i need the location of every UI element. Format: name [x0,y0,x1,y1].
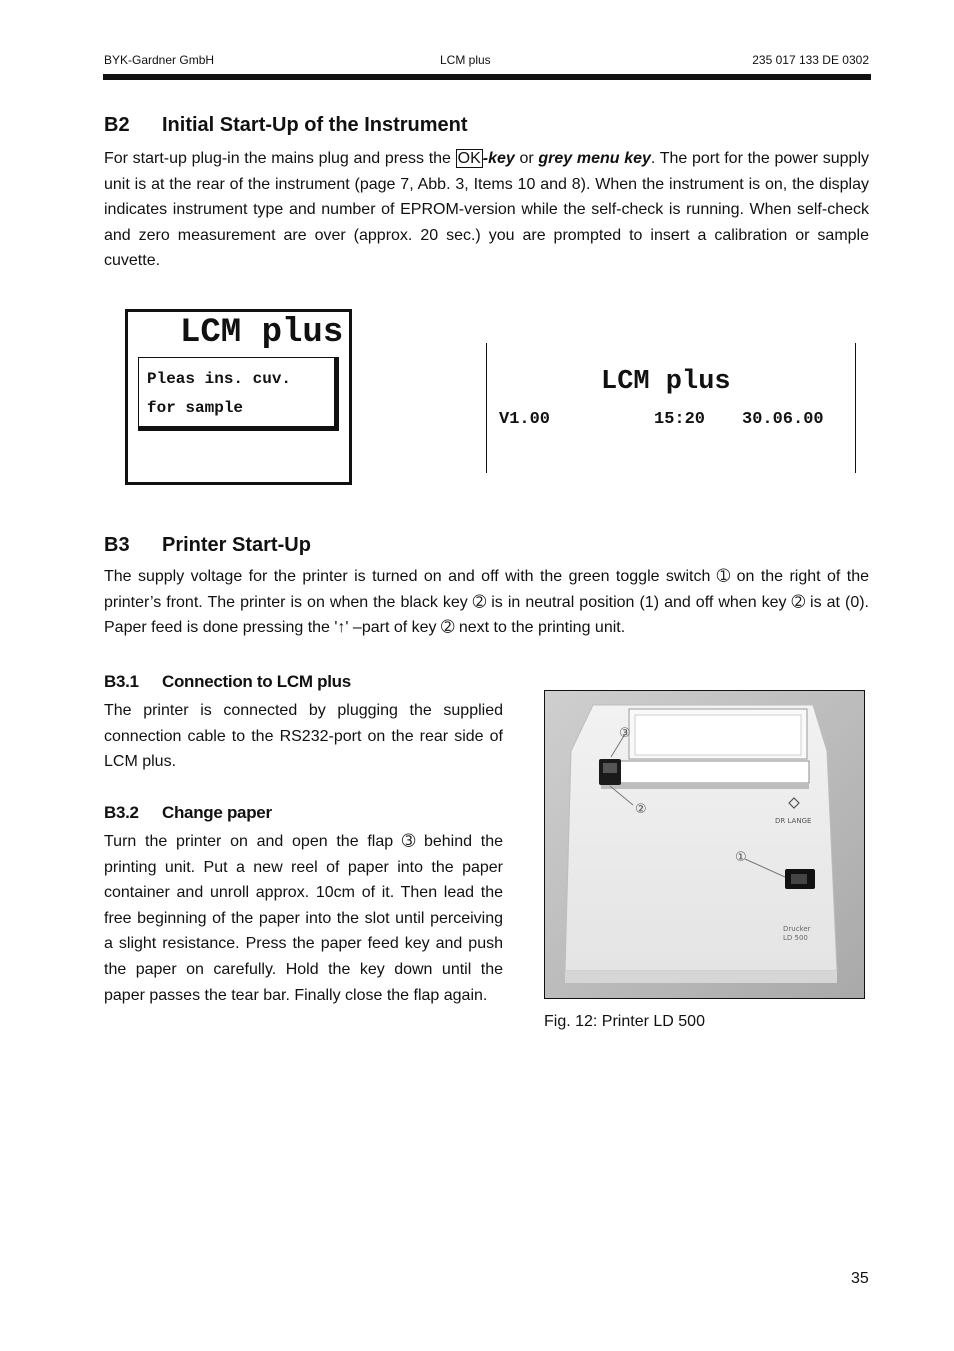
b2-or: or [514,150,539,167]
section-b31-heading [104,672,351,692]
header-doc-number: 235 017 133 DE 0302 [752,53,869,67]
section-b31-title: Connection to LCM plus [162,672,351,691]
printer-illustration [545,691,864,998]
paper-slot [601,761,809,783]
section-b3-paragraph: The supply voltage for the printer is turned on and off with the green toggle switch ➀ on the right of the printer’s front. The printer is on when the black key ➁ is in neutral position (1) and off when key ➁ is at (0). Paper feed is done pressing the '↑' –part of key ➁ next to the printing unit. [104,568,869,637]
section-b32-heading [104,803,272,823]
printer-base [565,971,837,983]
callout-1: ① [735,850,747,865]
section-b32-title: Change paper [162,803,272,822]
section-b3-heading [104,534,311,557]
model-label-line1: Drucker [783,925,811,933]
figure-caption: Fig. 12: Printer LD 500 [544,1013,705,1030]
section-b2-title: Initial Start-Up of the Instrument [162,114,468,136]
toggle-switch-rocker [791,874,807,884]
section-b32-number: B3.2 [104,803,139,822]
grey-menu-key-label: grey menu key [538,150,651,167]
page-number: 35 [851,1270,869,1287]
section-b2-heading [104,114,468,137]
callout-2: ② [635,802,647,817]
section-b2-paragraph [104,146,869,274]
section-b31-paragraph: The printer is connected by plugging the supplied connection cable to the RS232-port on the rear side of LCM plus. [104,702,503,771]
b2-text-end: . The port for the power supply unit is at the rear of the instrument (page 7, Abb. 3, Items 10 and 8). When the instrument is on, the display indicates instrument type and number of EPROM-version while the self-check is running. When self-check and zero measurement are over (approx. 20 sec.) you are prompted to insert a calibration or sample cuvette. [104,150,870,270]
display-right-version: V1.00 [499,410,551,429]
section-b3-number: B3 [104,534,130,556]
display-right-date: 30.06.00 [742,410,824,429]
display-left [125,309,352,485]
callout-3: ③ [619,726,631,741]
display-right-time: 15:20 [654,410,706,429]
printer-photo [544,690,865,999]
b2-text-start: For start-up plug-in the mains plug and press the [104,150,456,167]
section-b2-number: B2 [104,114,130,136]
ok-key-label: OK [457,150,481,167]
display-right-title: LCM plus [601,367,731,397]
section-b32-paragraph: Turn the printer on and open the flap ➂ behind the printing unit. Put a new reel of paper into the paper container and unroll approx. 10cm of it. Then lead the free beginning of the paper into the slot until perceiving a slight resistance. Press the paper feed key and push the paper on carefully. Hold the key down until the paper passes the tear bar. Finally close the flap again. [104,833,503,1004]
tear-bar [601,783,809,789]
section-b3-title: Printer Start-Up [162,534,311,556]
feed-key-arrow-part [603,763,617,773]
display-left-message-box [138,357,339,431]
paper-container [635,715,801,755]
header-rule [103,74,871,80]
display-right-border-right [855,343,856,473]
model-label-line2: LD 500 [783,934,808,942]
display-right-border-left [486,343,487,473]
header-company: BYK-Gardner GmbH [104,53,215,67]
key-suffix: -key [482,150,515,167]
display-left-title: LCM plus [180,314,344,352]
section-b31-number: B3.1 [104,672,139,691]
display-left-line2: for sample [147,399,244,417]
header-product: LCM plus [440,53,491,67]
brand-name: DR LANGE [775,817,812,825]
display-left-line1: Pleas ins. cuv. [147,370,292,388]
